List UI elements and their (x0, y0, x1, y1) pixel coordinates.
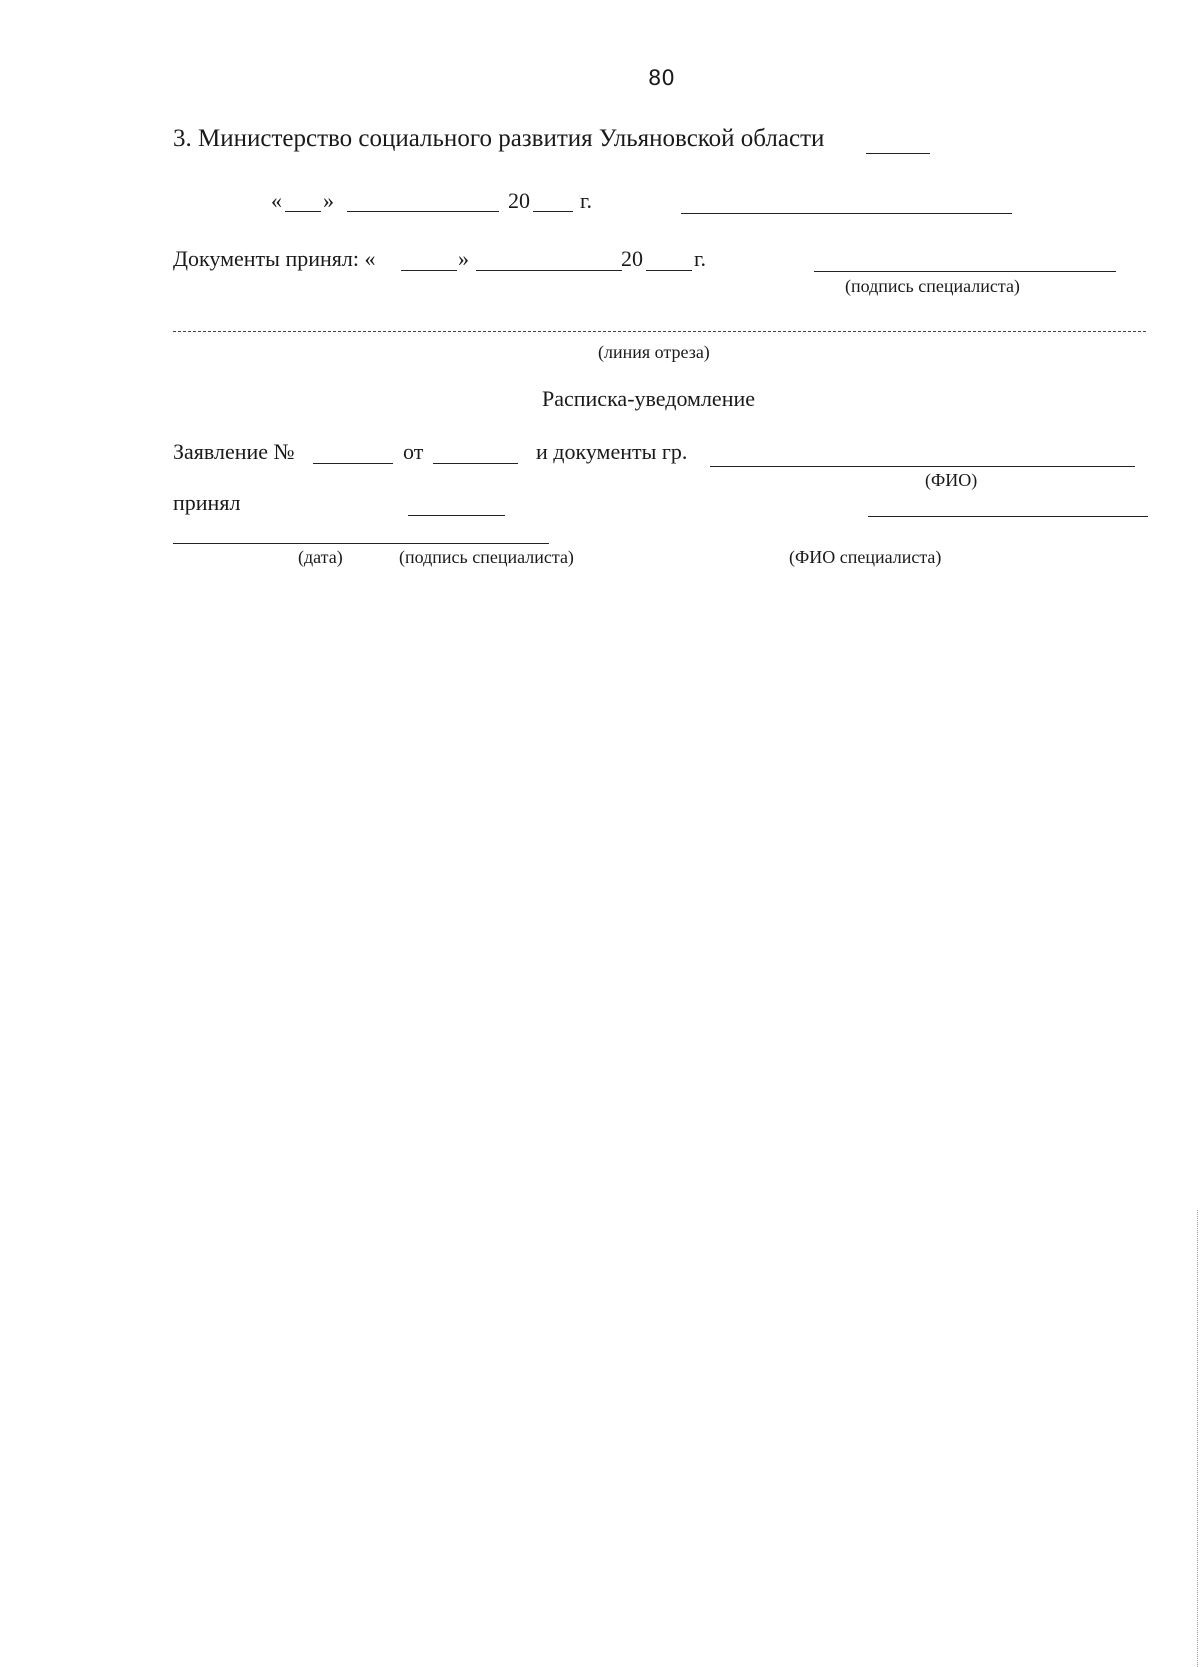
fio-caption: (ФИО) (925, 470, 978, 490)
docs-label: и документы гр. (536, 439, 688, 464)
specialist-fio-blank[interactable] (868, 516, 1148, 517)
month-blank[interactable] (347, 211, 499, 212)
date-blank[interactable] (173, 543, 549, 544)
specialist-fio-caption: (ФИО специалиста) (789, 547, 942, 567)
from-label: от (403, 439, 424, 464)
statement-number-blank[interactable] (313, 463, 393, 464)
page-number: 80 (648, 66, 675, 90)
accepted-label: принял (173, 490, 241, 515)
statement-date-blank[interactable] (433, 463, 518, 464)
year-blank[interactable] (533, 211, 573, 212)
date-close-quote: » (323, 188, 334, 213)
section-title: 3. Министерство социального развития Ульяновской области (173, 125, 825, 152)
docs-signature-caption: (подпись специалиста) (845, 276, 1020, 296)
year-suffix: г. (580, 188, 593, 213)
date-open-quote: « (271, 188, 282, 213)
year-prefix: 20 (508, 188, 530, 213)
docs-year-prefix: 20 (621, 246, 643, 271)
cut-line (173, 331, 1146, 332)
statement-label: Заявление № (173, 439, 295, 464)
cut-line-caption: (линия отреза) (598, 342, 710, 362)
docs-year-blank[interactable] (646, 270, 692, 271)
docs-received-label: Документы принял: « (173, 246, 376, 271)
docs-day-blank[interactable] (401, 270, 457, 271)
accepted-signature-blank[interactable] (408, 515, 505, 516)
day-blank[interactable] (285, 211, 321, 212)
docs-close-quote: » (458, 246, 469, 271)
date-caption: (дата) (298, 547, 343, 567)
signature-blank[interactable] (681, 213, 1012, 214)
docs-signature-blank[interactable] (814, 271, 1116, 272)
specialist-signature-caption: (подпись специалиста) (399, 547, 574, 567)
docs-month-blank[interactable] (476, 270, 622, 271)
docs-year-suffix: г. (694, 246, 707, 271)
section-title-blank[interactable] (866, 153, 930, 154)
citizen-fio-blank[interactable] (710, 466, 1135, 467)
receipt-title: Расписка-уведомление (542, 386, 756, 411)
